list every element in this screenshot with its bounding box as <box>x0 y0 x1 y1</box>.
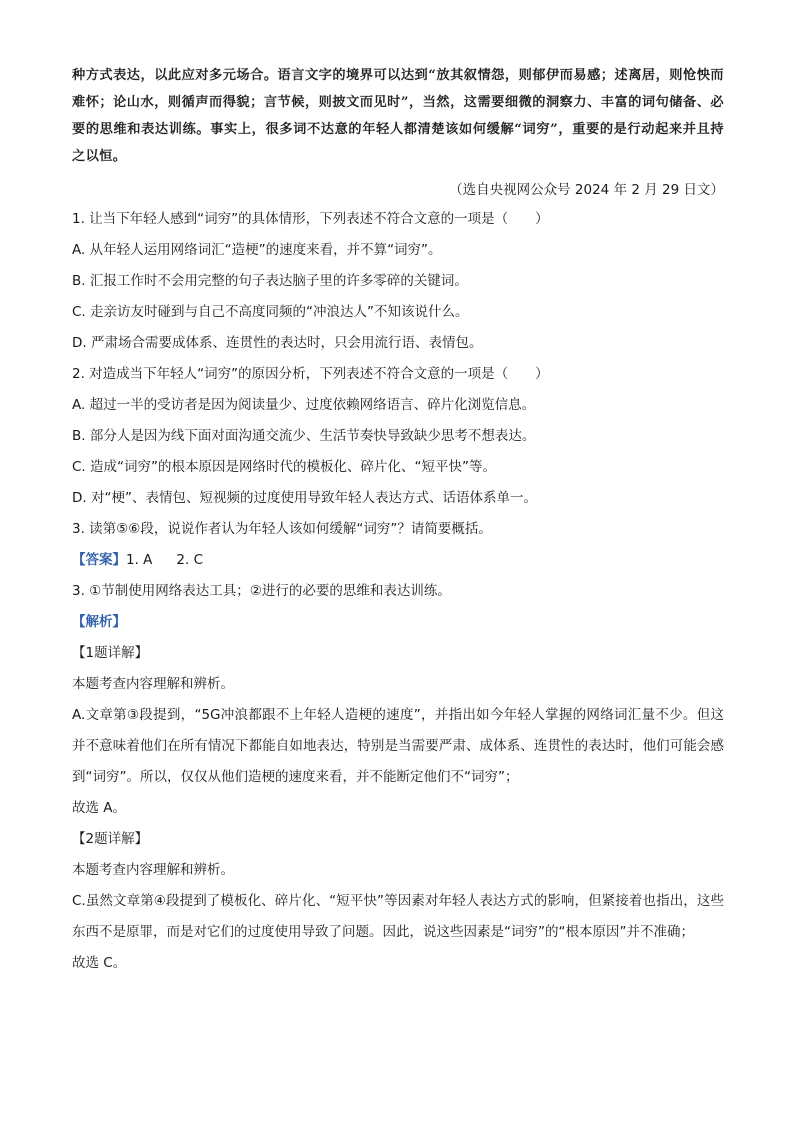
passage-paragraph: 种方式表达，以此应对多元场合。语言文字的境界可以达到“放其叙情怨，则郁伊而易感；述离居，则怆怏而难怀；论山水，则循声而得貌；言节候，则披文而见时”，当然，这需要细微的洞察力、丰富的词句储备、必要的思维和表达训练。事实上，很多词不达意的年轻人都清楚该如何缓解“词穷”，重要的是行动起来并且持之以恒。 <box>72 68 724 164</box>
answer-q1: 1. A <box>126 552 153 568</box>
document-page <box>72 62 724 979</box>
analysis-q1 <box>72 638 724 824</box>
section-body: A.文章第③段提到，“5G冲浪都跟不上年轻人造梗的速度”，并指出如今年轻人掌握的网络词汇量不少。但这并不意味着他们在所有情况下都能自如地表达，特别是当需要严肃、成体系、连贯性的表达时，他们可能会感到“词穷”。所以，仅仅从他们造梗的速度来看，并不能断定他们不“词穷”； <box>72 707 724 785</box>
option-b: B. 部分人是因为线下面对面沟通交流少、生活节奏快导致缺少思考不想表达。 <box>72 428 536 444</box>
section-conclusion: 故选 C。 <box>72 955 127 971</box>
section-heading: 【1题详解】 <box>72 645 149 661</box>
question-1 <box>72 204 724 359</box>
answer-section <box>72 545 724 607</box>
option-d: D. 对“梗”、表情包、短视频的过度使用导致年轻人表达方式、话语体系单一。 <box>72 490 537 506</box>
option-a: A. 超过一半的受访者是因为阅读量少、过度依赖网络语言、碎片化浏览信息。 <box>72 397 536 413</box>
question-stem: 2. 对造成当下年轻人“词穷”的原因分析，下列表述不符合文意的一项是（ ） <box>72 366 549 382</box>
question-stem: 1. 让当下年轻人感到“词穷”的具体情形，下列表述不符合文意的一项是（ ） <box>72 211 549 227</box>
analysis-q2 <box>72 824 724 979</box>
option-a: A. 从年轻人运用网络词汇“造梗”的速度来看，并不算“词穷”。 <box>72 242 442 258</box>
section-body: C.虽然文章第④段提到了模板化、碎片化、“短平快”等因素对年轻人表达方式的影响，但紧接着也指出，这些东西不是原罪，而是对它们的过度使用导致了问题。因此，说这些因素是“词穷”的“根本原因”并不准确； <box>72 893 724 940</box>
section-intro: 本题考查内容理解和辨析。 <box>72 862 234 878</box>
option-c: C. 走亲访友时碰到与自己不高度同频的“冲浪达人”不知该说什么。 <box>72 304 469 320</box>
answer-q3: 3. ①节制使用网络表达工具；②进行的必要的思维和表达训练。 <box>72 583 451 599</box>
section-heading: 【2题详解】 <box>72 831 149 847</box>
option-b: B. 汇报工作时不会用完整的句子表达脑子里的许多零碎的关键词。 <box>72 273 468 289</box>
section-intro: 本题考查内容理解和辨析。 <box>72 676 234 692</box>
answer-line <box>72 545 724 576</box>
question-3 <box>72 514 724 545</box>
section-conclusion: 故选 A。 <box>72 800 127 816</box>
answer-q2: 2. C <box>176 552 204 568</box>
passage-excerpt <box>72 62 724 170</box>
analysis-label: 【解析】 <box>72 614 126 630</box>
option-c: C. 造成“词穷”的根本原因是网络时代的模板化、碎片化、“短平快”等。 <box>72 459 496 475</box>
question-2 <box>72 359 724 514</box>
question-stem: 3. 读第⑤⑥段，说说作者认为年轻人该如何缓解“词穷”？请简要概括。 <box>72 521 492 537</box>
answer-label: 【答案】 <box>72 552 126 568</box>
source-citation: （选自央视网公众号 2024 年 2 月 29 日文） <box>449 182 724 198</box>
option-d: D. 严肃场合需要成体系、连贯性的表达时，只会用流行语、表情包。 <box>72 335 483 351</box>
analysis-section <box>72 607 724 979</box>
